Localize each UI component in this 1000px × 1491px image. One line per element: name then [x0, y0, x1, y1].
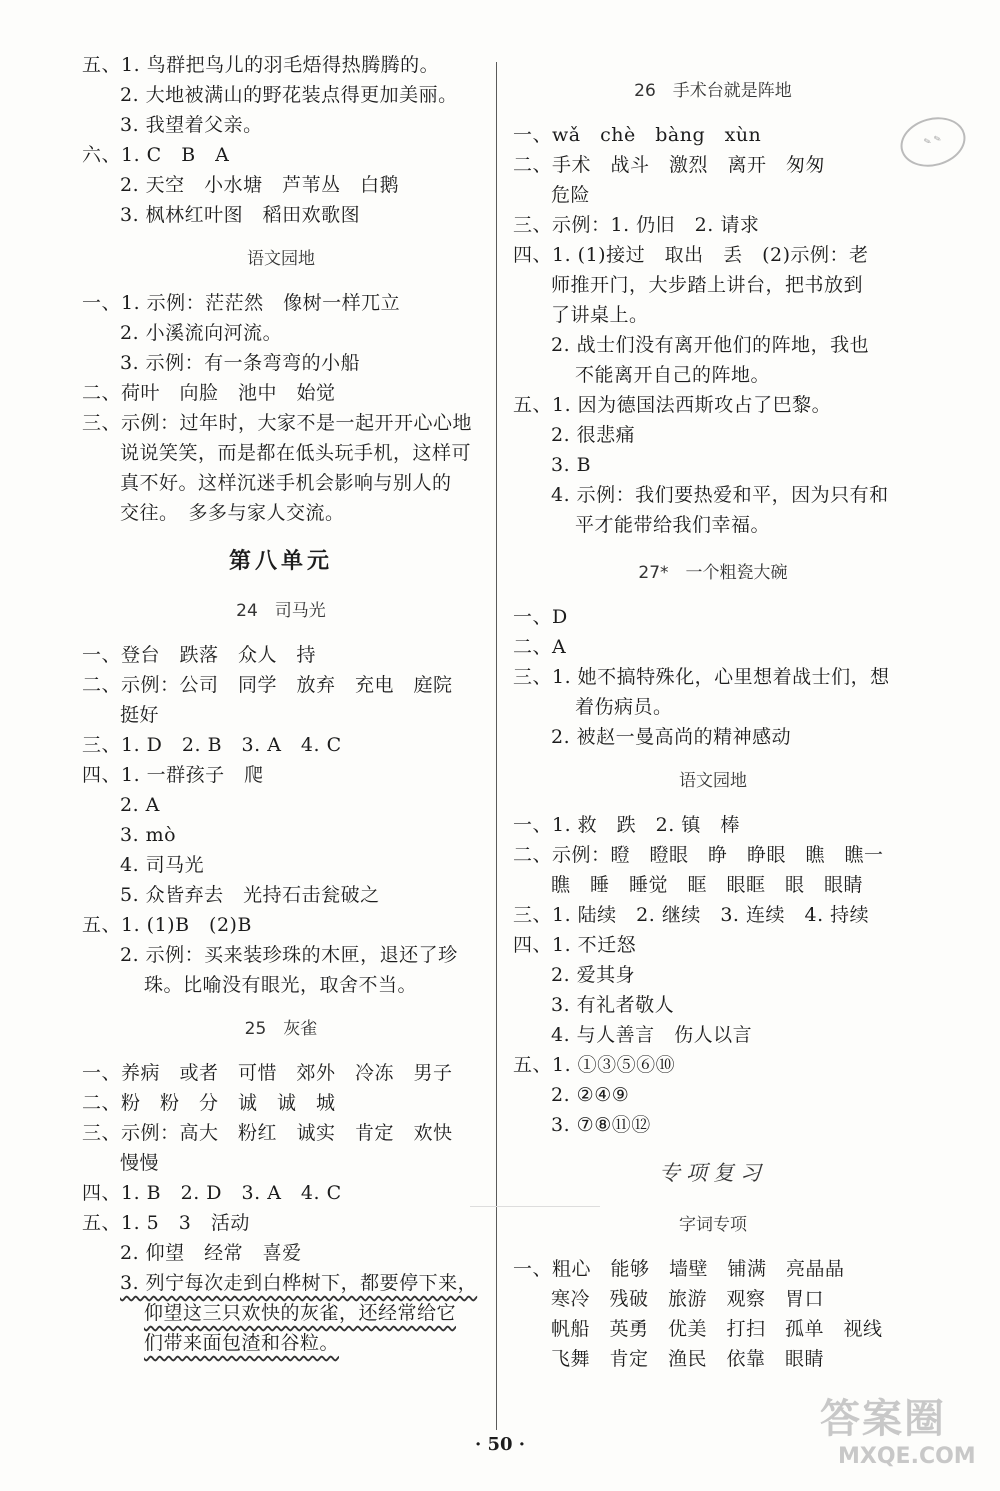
answer-line: 危险 [551, 184, 591, 206]
answer-line [82, 1328, 480, 1358]
answer-line: 3. mò [120, 824, 177, 846]
watermark-url: MXQE.COM [838, 1444, 976, 1469]
answer-line: 四、1. 不迁怒 [513, 934, 637, 956]
answer-line: 二、荷叶 向脸 池中 始觉 [82, 382, 336, 404]
answer-line: 2. 小溪流向河流。 [120, 322, 283, 344]
lesson-title: 27* 一个粗瓷大碗 [638, 563, 788, 583]
answer-line: 六、1. C B A [82, 144, 230, 166]
answer-line: 3. ⑦⑧⑪⑫ [551, 1114, 651, 1136]
answer-line: 二、示例：瞪 瞪眼 睁 睁眼 瞧 瞧一 [513, 844, 884, 866]
answer-line: 一、1. 救 跌 2. 镇 棒 [513, 814, 740, 836]
answer-line: 三、示例：1. 仍旧 2. 请求 [513, 214, 760, 236]
answer-line: 三、示例：过年时，大家不是一起开开心心地 [82, 412, 473, 434]
answer-line: 3. 示例：有一条弯弯的小船 [120, 352, 361, 374]
answer-line: 三、1. 她不搞特殊化，心里想着战士们，想 [513, 666, 890, 688]
answer-line: 飞舞 肯定 渔民 依靠 眼睛 [551, 1348, 825, 1370]
section-title: 字词专项 [679, 1215, 747, 1235]
answer-line: 不能离开自己的阵地。 [575, 364, 771, 386]
answer-line: 二、粉 粉 分 诚 诚 城 [82, 1092, 336, 1114]
answer-line [82, 1298, 480, 1328]
answer-line: 着伤病员。 [575, 696, 673, 718]
left-column [82, 50, 480, 1358]
answer-line: 一、养病 或者 可惜 郊外 冷冻 男子 [82, 1062, 453, 1084]
column-divider [496, 62, 497, 1430]
review-title: 专项复习 [659, 1161, 767, 1185]
answer-line: 三、示例：高大 粉红 诚实 肯定 欢快 [82, 1122, 453, 1144]
answer-line: 5. 众皆弃去 光持石击瓮破之 [120, 884, 380, 906]
answer-line: 2. 示例：买来装珍珠的木匣，退还了珍 [120, 944, 458, 966]
answer-line: 2. 很悲痛 [551, 424, 636, 446]
answer-line: 交往。 多多与家人交流。 [120, 502, 345, 524]
answer-line: 二、A [513, 636, 567, 658]
answer-line: 2. 爱其身 [551, 964, 636, 986]
answer-line: 3. 我望着父亲。 [120, 114, 263, 136]
answer-line: 挺好 [120, 704, 160, 726]
right-column [513, 50, 913, 1374]
answer-line: 2. A [120, 794, 160, 816]
answer-line: 4. 示例：我们要热爱和平，因为只有和 [551, 484, 889, 506]
answer-line: 3. 有礼者敬人 [551, 994, 675, 1016]
answer-line: 2. 天空 小水塘 芦苇丛 白鹅 [120, 174, 400, 196]
answer-line: 寒冷 残破 旅游 观察 胃口 [551, 1288, 825, 1310]
answer-line: 一、1. 示例：茫茫然 像树一样兀立 [82, 292, 401, 314]
answer-line: 2. 仰望 经常 喜爱 [120, 1242, 302, 1264]
answer-line: 三、1. 陆续 2. 继续 3. 连续 4. 持续 [513, 904, 870, 926]
answer-line: 一、粗心 能够 墙壁 铺满 亮晶晶 [513, 1258, 845, 1280]
answer-line: 说说笑笑，而是都在低头玩手机，这样可 [120, 442, 472, 464]
underlined-text: 仰望这三只欢快的灰雀，还经常给它 [144, 1302, 457, 1324]
answer-line: 4. 司马光 [120, 854, 205, 876]
answer-line: 五、1. 因为德国法西斯攻占了巴黎。 [513, 394, 832, 416]
stamp-logo: ✎ ✎ [895, 110, 971, 173]
answer-line: 瞧 睡 睡觉 眶 眼眶 眼 眼睛 [551, 874, 864, 896]
page-number: · 50 · [474, 1434, 526, 1455]
answer-line: 四、1. 一群孩子 爬 [82, 764, 264, 786]
answer-line: 二、手术 战斗 激烈 离开 匆匆 [513, 154, 826, 176]
answer-line: 五、1. 鸟群把鸟儿的羽毛焐得热腾腾的。 [82, 54, 440, 76]
lesson-title: 24 司马光 [236, 601, 326, 621]
watermark-text: 答案圈 [820, 1396, 946, 1442]
answer-line: 珠。比喻没有眼光，取舍不当。 [144, 974, 418, 996]
answer-line: 平才能带给我们幸福。 [575, 514, 771, 536]
underlined-text: 3. 列宁每次走到白桦树下，都要停下来， [120, 1272, 478, 1294]
answer-line: 帆船 英勇 优美 打扫 孤单 视线 [551, 1318, 883, 1340]
section-title: 语文园地 [247, 249, 315, 269]
answer-line: 三、1. D 2. B 3. A 4. C [82, 734, 342, 756]
answer-line: 四、1. B 2. D 3. A 4. C [82, 1182, 342, 1204]
answer-line: 2. ②④⑨ [551, 1084, 630, 1106]
answer-line: 真不好。这样沉迷手机会影响与别人的 [120, 472, 452, 494]
unit-title: 第八单元 [228, 548, 333, 574]
answer-line: 2. 大地被满山的野花装点得更加美丽。 [120, 84, 458, 106]
answer-line: 五、1. (1)B (2)B [82, 914, 252, 936]
answer-line: 一、wǎ chè bàng xùn [513, 124, 762, 146]
answer-line: 五、1. 5 3 活动 [82, 1212, 250, 1234]
answer-line: 五、1. ①③⑤⑥⑩ [513, 1054, 676, 1076]
answer-line: 一、D [513, 606, 568, 628]
answer-line [82, 1268, 480, 1298]
answer-line: 慢慢 [120, 1152, 160, 1174]
lesson-title: 25 灰雀 [244, 1019, 318, 1039]
answer-line: 二、示例：公司 同学 放弃 充电 庭院 [82, 674, 453, 696]
lesson-title: 26 手术台就是阵地 [634, 81, 792, 101]
watermark-logo [820, 1395, 998, 1491]
answer-line: 2. 被赵一曼高尚的精神感动 [551, 726, 792, 748]
answer-line: 四、1. (1)接过 取出 丢 (2)示例：老 [513, 244, 869, 266]
section-title: 语文园地 [679, 771, 747, 791]
answer-line: 一、登台 跌落 众人 持 [82, 644, 317, 666]
answer-line: 师推开门，大步踏上讲台，把书放到 [551, 274, 864, 296]
underlined-text: 们带来面包渣和谷粒。 [144, 1332, 340, 1354]
answer-line: 了讲桌上。 [551, 304, 649, 326]
answer-line: 2. 战士们没有离开他们的阵地，我也 [551, 334, 870, 356]
answer-line: 3. B [551, 454, 592, 476]
answer-line: 4. 与人善言 伤人以言 [551, 1024, 753, 1046]
answer-line: 3. 枫林红叶图 稻田欢歌图 [120, 204, 361, 226]
